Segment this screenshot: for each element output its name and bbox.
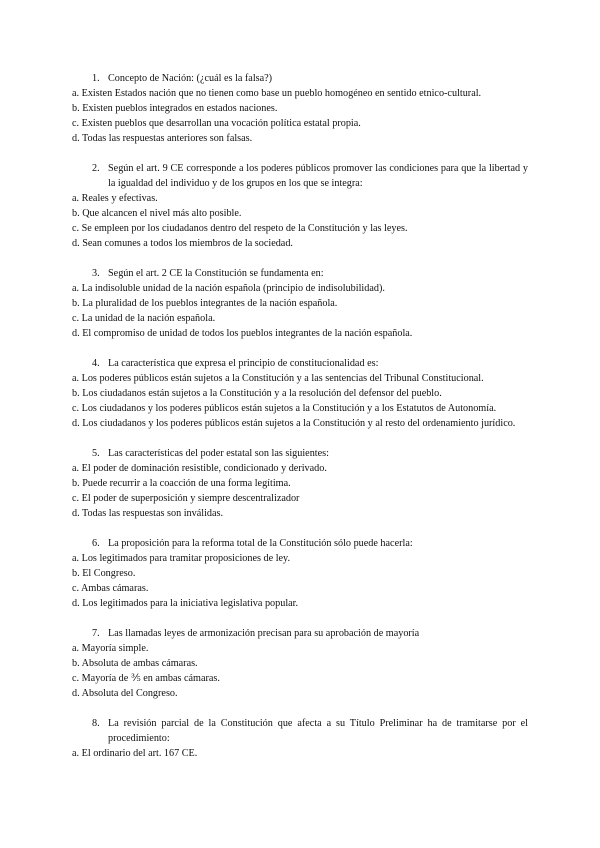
question-block (72, 536, 528, 611)
document-page (72, 71, 528, 776)
answer-option: c. Mayoría de ⅗ en ambas cámaras. (72, 673, 220, 684)
question-number: 1. (92, 73, 100, 84)
question-text: Concepto de Nación: (¿cuál es la falsa?) (108, 73, 273, 84)
question-number: 3. (92, 268, 100, 279)
question-block (72, 266, 528, 341)
question-block (72, 446, 528, 521)
answer-option: d. Todas las respuestas anteriores son falsas. (72, 133, 253, 144)
answer-option: b. Puede recurrir a la coacción de una forma legítima. (72, 478, 291, 489)
question-block (72, 71, 528, 146)
question-title (72, 536, 528, 551)
question-title (72, 266, 528, 281)
question-number: 8. (92, 718, 100, 729)
answer-option: d. Sean comunes a todos los miembros de la sociedad. (72, 238, 293, 249)
answer-option: d. Los legitimados para la iniciativa legislativa popular. (72, 598, 299, 609)
answer-option: c. Se empleen por los ciudadanos dentro del respeto de la Constitución y las leyes. (72, 223, 408, 234)
question-block (72, 626, 528, 701)
question-title (72, 161, 528, 191)
question-title (72, 446, 528, 461)
question-title (72, 626, 528, 641)
answer-option: a. El ordinario del art. 167 CE. (72, 748, 198, 759)
question-block (72, 716, 528, 761)
question-text: Las llamadas leyes de armonización precisan para su aprobación de mayoría (108, 628, 420, 639)
question-text: La característica que expresa el principio de constitucionalidad es: (108, 358, 379, 369)
question-number: 2. (92, 163, 100, 174)
answer-option: d. Todas las respuestas son inválidas. (72, 508, 224, 519)
answer-option: b. El Congreso. (72, 568, 136, 579)
question-number: 5. (92, 448, 100, 459)
answer-option: b. Los ciudadanos están sujetos a la Constitución y a la resolución del defensor del pueblo. (72, 388, 442, 399)
answer-option: b. Existen pueblos integrados en estados naciones. (72, 103, 278, 114)
question-title (72, 356, 528, 371)
answer-option: a. Existen Estados nación que no tienen como base un pueblo homogéneo en sentido etnico-cultural. (72, 88, 482, 99)
question-text: Según el art. 9 CE corresponde a los poderes públicos promover las condiciones para que la libertad y la igualdad del individuo y de los grupos en los que se integra: (108, 163, 528, 189)
question-number: 4. (92, 358, 100, 369)
question-title (72, 716, 528, 746)
question-title (72, 71, 528, 86)
answer-option: d. Los ciudadanos y los poderes públicos están sujetos a la Constitución y al resto del ordenamiento jurídico. (72, 418, 516, 429)
answer-option: d. El compromiso de unidad de todos los pueblos integrantes de la nación española. (72, 328, 413, 339)
answer-option: a. Mayoría simple. (72, 643, 149, 654)
question-text: Las características del poder estatal son las siguientes: (108, 448, 329, 459)
question-text: La proposición para la reforma total de la Constitución sólo puede hacerla: (108, 538, 413, 549)
answer-option: a. El poder de dominación resistible, condicionado y derivado. (72, 463, 327, 474)
answer-option: a. Los legitimados para tramitar proposiciones de ley. (72, 553, 291, 564)
answer-option: c. El poder de superposición y siempre descentralizador (72, 493, 300, 504)
question-number: 7. (92, 628, 100, 639)
answer-option: a. Los poderes públicos están sujetos a la Constitución y a las sentencias del Tribunal Constitucional. (72, 373, 484, 384)
answer-option: c. La unidad de la nación española. (72, 313, 216, 324)
question-number: 6. (92, 538, 100, 549)
question-text: Según el art. 2 CE la Constitución se fundamenta en: (108, 268, 324, 279)
answer-option: d. Absoluta del Congreso. (72, 688, 178, 699)
question-block (72, 161, 528, 251)
answer-option: b. Absoluta de ambas cámaras. (72, 658, 198, 669)
answer-option: a. La indisoluble unidad de la nación española (principio de indisolubilidad). (72, 283, 385, 294)
answer-option: c. Existen pueblos que desarrollan una vocación política estatal propia. (72, 118, 361, 129)
answer-option: c. Ambas cámaras. (72, 583, 149, 594)
answer-option: b. La pluralidad de los pueblos integrantes de la nación española. (72, 298, 338, 309)
question-block (72, 356, 528, 431)
answer-option: b. Que alcancen el nivel más alto posible. (72, 208, 242, 219)
answer-option: a. Reales y efectivas. (72, 193, 158, 204)
question-text: La revisión parcial de la Constitución que afecta a su Título Preliminar ha de tramitarse por el procedimiento: (108, 718, 528, 744)
answer-option: c. Los ciudadanos y los poderes públicos están sujetos a la Constitución y a los Estatutos de Autonomía. (72, 403, 497, 414)
